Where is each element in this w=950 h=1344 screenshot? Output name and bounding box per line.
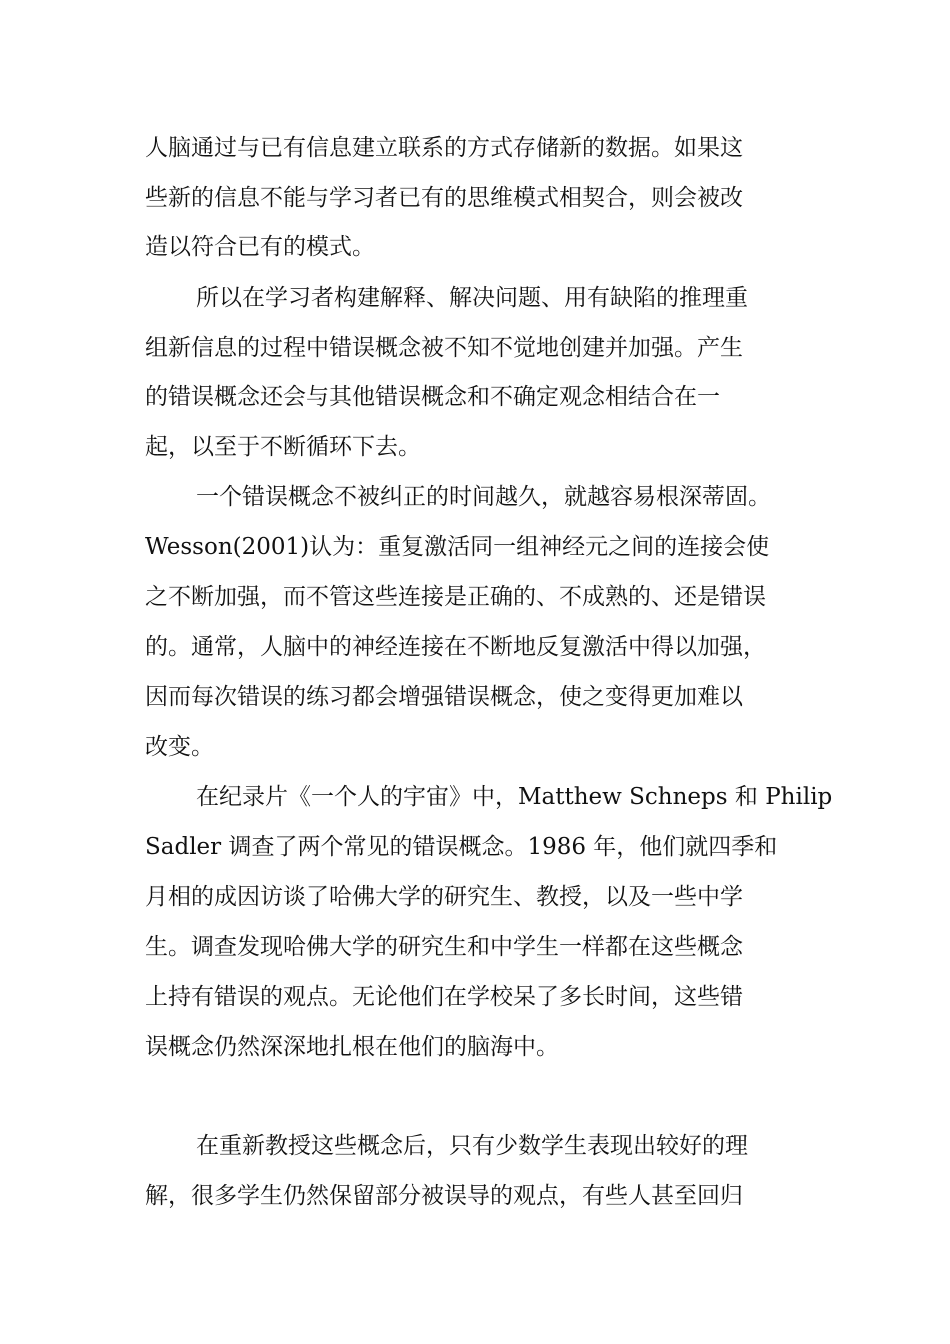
text-line: 造以符合已有的模式。 (145, 234, 375, 260)
text-line: 些新的信息不能与学习者已有的思维模式相契合，则会被改 (145, 185, 743, 211)
text-line: 改变。 (145, 734, 214, 760)
text-line: 因而每次错误的练习都会增强错误概念，使之变得更加难以 (145, 684, 743, 710)
text-line: 上持有错误的观点。无论他们在学校呆了多长时间，这些错 (145, 984, 743, 1010)
text-line: 之不断加强，而不管这些连接是正确的、不成熟的、还是错误 (145, 584, 766, 610)
text-line: 的。通常，人脑中的神经连接在不断地反复激活中得以加强， (145, 634, 766, 660)
text-line: 一个错误概念不被纠正的时间越久，就越容易根深蒂固。 (196, 484, 771, 510)
text-line: Sadler 调查了两个常见的错误概念。1986 年，他们就四季和 (145, 834, 778, 860)
text-line: 生。调查发现哈佛大学的研究生和中学生一样都在这些概念 (145, 934, 743, 960)
text-line: 在纪录片《一个人的宇宙》中，Matthew Schneps 和 Philip (196, 784, 833, 810)
text-line: 解，很多学生仍然保留部分被误导的观点，有些人甚至回归 (145, 1183, 743, 1209)
text-line: 在重新教授这些概念后，只有少数学生表现出较好的理 (196, 1133, 748, 1159)
text-line: 所以在学习者构建解释、解决问题、用有缺陷的推理重 (196, 285, 748, 311)
text-line: 人脑通过与已有信息建立联系的方式存储新的数据。如果这 (145, 135, 743, 161)
text-line: 起，以至于不断循环下去。 (145, 434, 421, 460)
text-line: 误概念仍然深深地扎根在他们的脑海中。 (145, 1034, 559, 1060)
text-line: 月相的成因访谈了哈佛大学的研究生、教授，以及一些中学 (145, 884, 743, 910)
text-line: 的错误概念还会与其他错误概念和不确定观念相结合在一 (145, 384, 720, 410)
text-line: 组新信息的过程中错误概念被不知不觉地创建并加强。产生 (145, 335, 743, 361)
text-line: Wesson(2001)认为：重复激活同一组神经元之间的连接会使 (145, 534, 770, 560)
